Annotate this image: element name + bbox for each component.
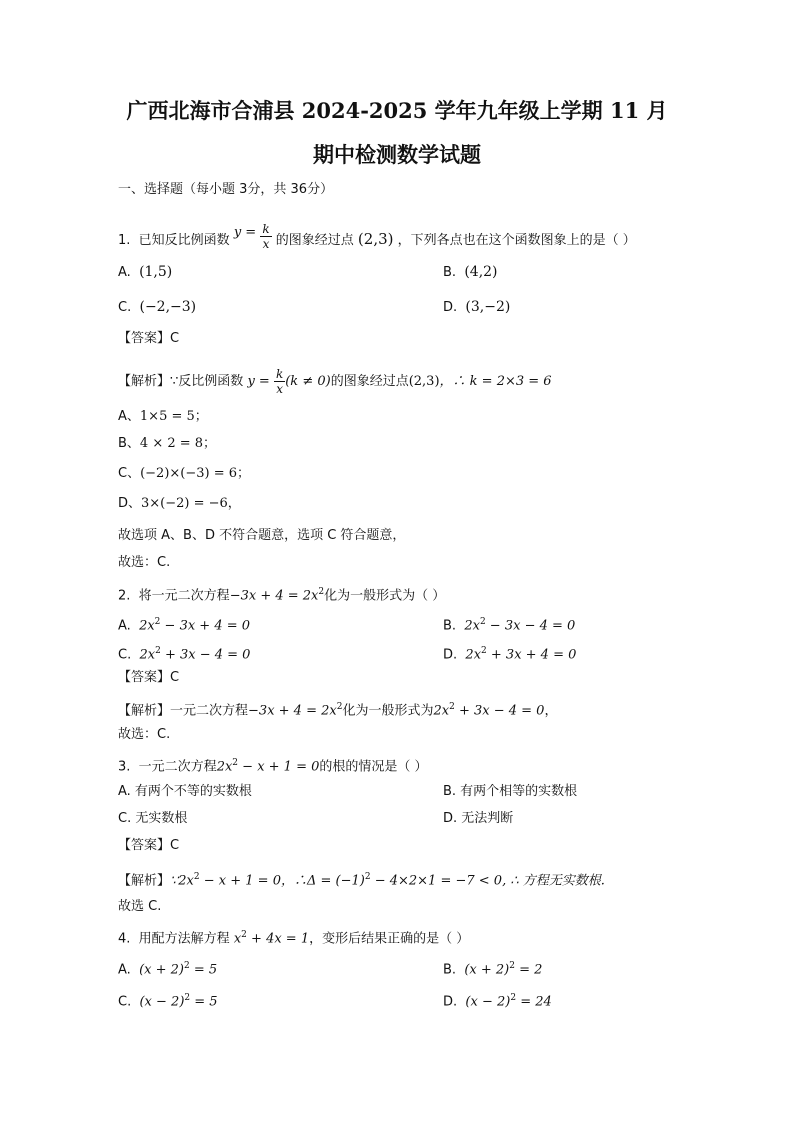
q1-check-b-value: 4 × 2 = 8；: [139, 436, 217, 451]
q4-option-a-exp: 2: [183, 961, 190, 971]
q2-expl-result-post: + 3x − 4 = 0: [454, 703, 545, 719]
q1-frac-num: k: [262, 222, 270, 236]
q1-expl-frac-num: k: [275, 367, 284, 381]
q1-expl-y: y =: [247, 374, 270, 389]
q2-expl-eq-exp: 2: [336, 702, 343, 712]
q4-option-b-exp: 2: [509, 961, 515, 971]
q1-expl-fraction: [274, 367, 285, 396]
q1-option-a-label: A.: [118, 265, 131, 280]
q4-option-d-exp: 2: [510, 993, 517, 1003]
q1-option-b: [443, 263, 498, 282]
q1-option-c: [118, 298, 196, 317]
q1-expl-frac-den: x: [276, 382, 283, 396]
q1-check-c: [118, 465, 250, 483]
q2-answer: 【答案】C: [118, 670, 180, 685]
q4-option-d-label: D.: [443, 994, 458, 1010]
q4-option-c-label: C.: [118, 994, 132, 1010]
q2-option-c: [118, 642, 250, 664]
q1-check-a: [118, 408, 208, 426]
q2-option-a-exp: 2: [154, 617, 161, 627]
q4-stem-text-b: ，变形后结果正确的是（ ）: [309, 931, 470, 947]
q2-option-d: [443, 642, 576, 664]
q2-option-a: [118, 613, 250, 635]
q4-option-c-exp: 2: [184, 993, 191, 1003]
q1-option-b-value: (4,2): [464, 264, 498, 280]
q4-number: 4.: [118, 931, 131, 947]
q2-option-b-exp: 2: [479, 617, 486, 627]
q3-expl-text-c: − 4×2×1 = −7 < 0, ∴ 方程无实数根.: [370, 873, 605, 889]
q1-option-d-value: (3,−2): [465, 299, 511, 315]
q3-choice: 故选 C.: [118, 899, 162, 914]
q4-stem-eq-post: + 4x = 1: [246, 931, 310, 947]
q4-option-b-label: B.: [443, 962, 457, 978]
q2-option-c-post: + 3x − 4 = 0: [160, 647, 251, 663]
q2-choice: 故选：C.: [118, 727, 171, 742]
q2-option-c-label: C.: [118, 647, 132, 663]
q1-number: 1.: [118, 233, 131, 248]
q3-expl-text-b: − x + 1 = 0，∴Δ = (−1): [199, 873, 365, 889]
q2-expl-end: ，: [544, 703, 558, 719]
q4-option-a-label: A.: [118, 962, 131, 978]
section-heading: 一、选择题（每小题 3分，共 36分）: [118, 182, 334, 197]
q4-stem: [118, 926, 469, 948]
q1-check-d-label: D、: [118, 496, 142, 511]
q1-stem-text-b: 的图象经过点: [275, 233, 354, 248]
q4-option-b: [443, 957, 542, 979]
q4-option-a: [118, 957, 217, 979]
q4-option-d-post: = 24: [516, 994, 552, 1010]
q2-option-b-post: − 3x − 4 = 0: [485, 618, 576, 634]
q1-option-a-value: (1,5): [139, 264, 173, 280]
q1-option-c-value: (−2,−3): [139, 299, 197, 315]
q2-option-b-pre: 2x: [464, 618, 480, 634]
q2-option-a-label: A.: [118, 618, 131, 634]
q4-option-b-pre: (x + 2): [464, 962, 510, 978]
q1-check-b-label: B、: [118, 436, 140, 451]
q1-check-d-value: 3×(−2) = −6，: [141, 496, 241, 511]
q1-conclusion: 故选项 A、B、D 不符合题意，选项 C 符合题意，: [118, 528, 406, 543]
q2-option-c-pre: 2x: [139, 647, 156, 663]
q4-option-c: [118, 989, 218, 1011]
q1-stem: [118, 222, 636, 255]
q4-option-a-post: = 5: [189, 962, 218, 978]
q2-option-d-exp: 2: [481, 646, 487, 656]
q3-stem-text-a: 一元二次方程: [138, 759, 217, 775]
q2-expl-result-exp: 2: [449, 702, 455, 712]
q2-option-a-post: − 3x + 4 = 0: [160, 618, 251, 634]
q1-expl-condition: (k ≠ 0): [285, 374, 331, 389]
q2-stem-exponent: 2: [318, 587, 325, 597]
q1-check-a-value: 1×5 = 5；: [139, 409, 208, 424]
q3-answer: 【答案】C: [118, 838, 180, 853]
q1-choice: 故选：C.: [118, 555, 171, 570]
q2-option-d-label: D.: [443, 647, 458, 663]
q2-option-d-post: + 3x + 4 = 0: [486, 647, 577, 663]
q1-stem-text-c: ，下列各点也在这个函数图象上的是（ ）: [397, 233, 636, 248]
q1-check-a-label: A、: [118, 409, 140, 424]
q3-explanation: [118, 868, 605, 890]
q1-check-c-label: C、: [118, 466, 141, 481]
q3-stem-eq-pre: 2x: [216, 759, 233, 775]
q1-y-equals: y =: [233, 225, 257, 240]
q4-stem-text-a: 用配方法解方程: [138, 931, 230, 947]
q4-option-c-pre: (x − 2): [139, 994, 185, 1010]
q1-explanation: [118, 367, 552, 396]
q1-point: (2,3): [357, 230, 394, 248]
q3-option-c: C. 无实数根: [118, 811, 188, 826]
q3-number: 3.: [118, 759, 131, 775]
q4-option-d: [443, 989, 552, 1011]
q3-expl-exp-b: 2: [364, 872, 371, 882]
q3-expl-text-a: ∵2x: [170, 873, 194, 889]
q1-stem-text-a: 已知反比例函数: [138, 233, 230, 248]
q2-option-b-label: B.: [443, 618, 457, 634]
q1-option-d: [443, 298, 510, 317]
q1-check-c-value: (−2)×(−3) = 6；: [140, 466, 251, 481]
q1-frac-den: x: [262, 237, 270, 251]
q2-option-c-exp: 2: [155, 646, 161, 656]
q4-option-d-pre: (x − 2): [465, 994, 511, 1010]
q3-expl-exp-a: 2: [193, 872, 200, 882]
q2-stem-text-a: 将一元二次方程: [138, 588, 230, 604]
q4-option-a-pre: (x + 2): [139, 962, 184, 978]
document-title-line1: 广西北海市合浦县 2024-2025 学年九年级上学期 11 月: [126, 98, 668, 123]
q1-fraction: [260, 222, 271, 251]
q3-option-b: B. 有两个相等的实数根: [443, 784, 578, 799]
q2-number: 2.: [118, 588, 131, 604]
q1-expl-text-c: ，∴ k = 2×3 = 6: [439, 374, 552, 389]
q2-expl-result-pre: 2x: [433, 703, 450, 719]
q4-stem-eq-exp: 2: [241, 930, 247, 940]
q1-check-d: [118, 495, 241, 513]
q1-option-a: [118, 263, 172, 282]
q3-stem-eq-exp: 2: [232, 758, 239, 768]
q3-expl-label: 【解析】: [118, 873, 171, 889]
q1-expl-text-b: 的图象经过点: [330, 374, 409, 389]
q2-stem-text-b: 化为一般形式为（ ）: [324, 588, 446, 604]
q2-expl-label: 【解析】: [118, 703, 171, 719]
q1-check-b: [118, 435, 216, 453]
q2-stem: [118, 583, 445, 605]
q1-expl-text-a: ∵反比例函数: [170, 374, 244, 389]
q4-option-c-post: = 5: [190, 994, 218, 1010]
q1-option-c-label: C.: [118, 300, 132, 315]
q3-stem-text-b: 的根的情况是（ ）: [319, 759, 428, 775]
q4-option-b-post: = 2: [514, 962, 543, 978]
q1-answer: 【答案】C: [118, 331, 180, 346]
document-title-line2: 期中检测数学试题: [313, 142, 481, 167]
q2-explanation: [118, 698, 557, 720]
q3-option-a: A. 有两个不等的实数根: [118, 784, 252, 799]
q2-option-b: [443, 613, 575, 635]
q4-stem-eq-pre: x: [233, 931, 242, 947]
q2-expl-text-b: 化为一般形式为: [342, 703, 434, 719]
q2-option-a-pre: 2x: [139, 618, 155, 634]
q3-stem: [118, 754, 428, 776]
q2-option-d-pre: 2x: [465, 647, 482, 663]
q1-expl-label: 【解析】: [118, 374, 171, 389]
q1-option-b-label: B.: [443, 265, 457, 280]
q3-option-d: D. 无法判断: [443, 811, 514, 826]
q1-expl-point: (2,3): [408, 374, 440, 389]
q2-expl-text-a: 一元二次方程: [170, 703, 249, 719]
q2-expl-equation: −3x + 4 = 2x: [248, 703, 337, 719]
q3-stem-eq-post: − x + 1 = 0: [238, 759, 320, 775]
q2-stem-equation: −3x + 4 = 2x: [229, 588, 319, 604]
q1-option-d-label: D.: [443, 300, 458, 315]
